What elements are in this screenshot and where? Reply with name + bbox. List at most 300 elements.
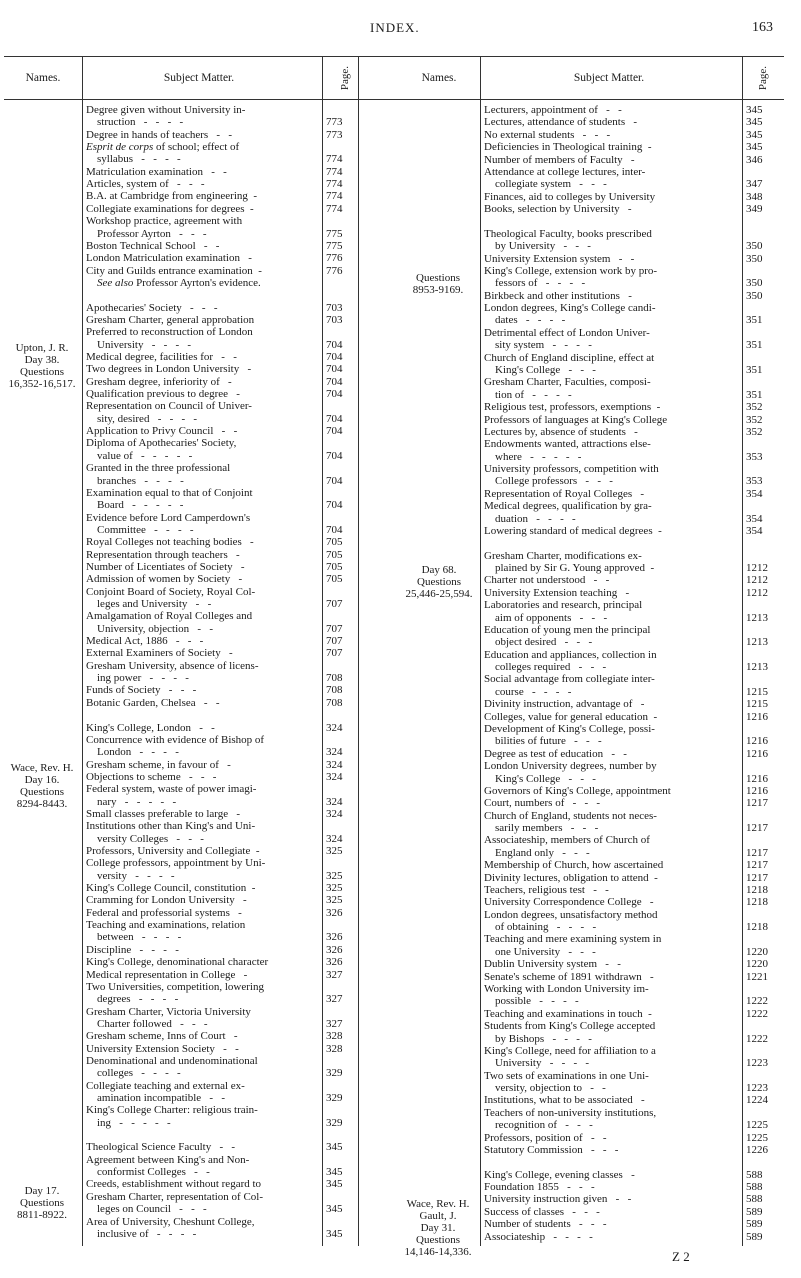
left-entry <box>86 672 189 684</box>
right-entry-page: 1225 <box>746 1119 768 1132</box>
left-entry-text: versity Colleges - - - <box>86 832 204 845</box>
left-entry <box>86 339 191 351</box>
left-entry-page: 704 <box>326 474 343 487</box>
left-entry <box>86 759 231 771</box>
left-entry <box>86 598 211 610</box>
right-entry-page: 352 <box>746 401 763 414</box>
left-entry-text: Federal and professorial systems - <box>86 906 242 919</box>
witness-right-day68: Day 68. Questions 25,446-25,594. <box>405 564 473 600</box>
right-entry-text: one University - - - <box>484 945 596 958</box>
right-entry-text: Lectures by, absence of students - <box>484 425 638 438</box>
right-entry-text: by Bishops - - - - <box>484 1032 592 1045</box>
right-entry-page: 1216 <box>746 747 768 760</box>
left-entry <box>86 326 253 338</box>
left-entry-text: Area of University, Cheshunt College, <box>86 1215 255 1228</box>
left-entry-text: Federal system, waste of power imagi- <box>86 783 257 796</box>
left-entry-page: 708 <box>326 672 343 685</box>
right-entry-text: Working with London University im- <box>484 982 649 995</box>
left-entry-text: Theological Science Faculty - - <box>86 1141 236 1154</box>
right-entry-page: 349 <box>746 203 763 216</box>
left-entry <box>86 969 247 981</box>
right-entry-text: Gresham Charter, modifications ex- <box>484 549 642 562</box>
left-entry-text: value of - - - - - <box>86 449 193 462</box>
right-entry-page: 1225 <box>746 1131 768 1144</box>
right-entry <box>484 1181 595 1193</box>
right-entry <box>484 1082 606 1094</box>
right-entry-text: University Extension teaching - <box>484 586 630 599</box>
left-entry <box>86 1067 181 1079</box>
left-entry-text: London Matriculation examination - <box>86 252 252 265</box>
left-entry-page: 707 <box>326 598 343 610</box>
left-entry <box>86 931 181 943</box>
right-entry <box>484 661 606 673</box>
left-entry-text: Botanic Garden, Chelsea - - <box>86 696 220 709</box>
right-entry-text: University instruction given - - <box>484 1193 632 1206</box>
right-entry <box>484 773 596 785</box>
left-entry <box>86 240 219 252</box>
right-entry <box>484 438 651 450</box>
right-entry-page: 351 <box>746 339 763 352</box>
right-entry <box>484 426 638 438</box>
left-entry <box>86 314 254 326</box>
left-entry-text: nary - - - - - <box>86 795 177 808</box>
right-entry <box>484 933 661 945</box>
left-entry-page: 775 <box>326 227 343 240</box>
right-entry <box>484 178 607 190</box>
left-entry-text: Conjoint Board of Society, Royal Col- <box>86 585 256 598</box>
right-entry-page: 1217 <box>746 859 768 872</box>
col-header-names-left: Names. <box>25 72 61 84</box>
right-entry <box>484 958 621 970</box>
left-entry-page: 324 <box>326 746 343 759</box>
left-entry <box>86 1043 239 1055</box>
left-entry-text: leges and University - - <box>86 598 212 610</box>
right-entry-page: 1222 <box>746 995 768 1008</box>
right-entry <box>484 1218 607 1230</box>
right-entry-text: Professors, position of - - <box>484 1131 607 1144</box>
left-entry-text: Discipline - - - - <box>86 943 179 956</box>
left-entry <box>86 363 251 375</box>
right-entry-text: Church of England, students not neces- <box>484 809 657 822</box>
right-entry-page: 348 <box>746 190 763 203</box>
left-entry-text: Granted in the three professional <box>86 462 231 475</box>
right-entry <box>484 327 650 339</box>
right-entry <box>484 265 657 277</box>
right-entry <box>484 228 652 240</box>
col-header-subject-right: Subject Matter. <box>573 72 645 84</box>
right-entry-page: 1217 <box>746 871 768 884</box>
right-entry-text: Lectures, attendance of students - <box>484 116 638 129</box>
left-entry-page: 705 <box>326 536 343 549</box>
right-entry <box>484 339 592 351</box>
right-entry-text: King's College, extension work by pro- <box>484 264 658 277</box>
left-entry <box>86 623 213 635</box>
right-entry <box>484 686 571 698</box>
right-entry-text: Detrimental effect of London Univer- <box>484 326 650 339</box>
left-entry-text: conformist Colleges - - <box>86 1166 210 1179</box>
left-entry-page: 324 <box>326 807 343 820</box>
right-entry-page: 1212 <box>746 586 768 599</box>
left-entry-page: 329 <box>326 1116 343 1129</box>
right-entry-page: 350 <box>746 277 763 290</box>
right-entry-text: Education and appliances, collection in <box>484 648 657 661</box>
left-entry <box>86 166 227 178</box>
left-entry-page: 773 <box>326 128 343 141</box>
left-entry <box>86 228 207 240</box>
right-entry-page: 345 <box>746 141 763 154</box>
left-entry-text: Application to Privy Council - - <box>86 425 238 438</box>
left-entry <box>86 1191 263 1203</box>
left-entry <box>86 647 233 659</box>
left-entry-text: leges on Council - - - <box>86 1203 207 1216</box>
right-entry <box>484 649 657 661</box>
right-entry-page: 351 <box>746 314 763 327</box>
right-entry <box>484 599 642 611</box>
left-entry <box>86 1228 196 1240</box>
left-entry <box>86 351 237 363</box>
right-entry-text: Lowering standard of medical degrees - <box>484 524 662 537</box>
left-entry-text: Articles, system of - - - <box>86 178 205 191</box>
left-entry-page: 776 <box>326 252 343 265</box>
left-entry-page: 774 <box>326 202 343 215</box>
right-entry-page: 350 <box>746 240 763 253</box>
right-entry <box>484 872 658 884</box>
left-entry-page: 325 <box>326 894 343 907</box>
right-entry <box>484 587 629 599</box>
left-entry-page: 708 <box>326 696 343 709</box>
right-entry-text: Membership of Church, how ascertained <box>484 859 664 872</box>
left-entry-page: 774 <box>326 165 343 178</box>
left-entry <box>86 1216 255 1228</box>
right-entry-text: Deficiencies in Theological training - <box>484 141 652 154</box>
left-entry-page: 345 <box>326 1166 343 1179</box>
right-entry-page: 1223 <box>746 1082 768 1095</box>
right-entry-text: Endowments wanted, attractions else- <box>484 438 651 451</box>
right-entry-text: fessors of - - - - <box>484 277 586 290</box>
left-entry-page: 345 <box>326 1141 343 1154</box>
right-entry-page: 1224 <box>746 1094 768 1107</box>
right-entry <box>484 636 592 648</box>
left-entry-page: 326 <box>326 931 343 944</box>
right-entry-text: University professors, competition with <box>484 463 659 476</box>
right-entry-page: 353 <box>746 450 763 463</box>
right-entry-text: by University - - - <box>484 240 591 253</box>
left-entry-page: 326 <box>326 906 343 919</box>
left-entry-text: ing - - - - - <box>86 1116 171 1129</box>
right-entry <box>484 995 579 1007</box>
left-entry-page: 329 <box>326 1067 343 1080</box>
header-index-title: INDEX. <box>370 20 420 35</box>
right-entry <box>484 884 609 896</box>
right-entry <box>484 1094 645 1106</box>
left-entry-text: Apothecaries' Society - - - <box>86 301 218 314</box>
left-entry <box>86 586 255 598</box>
right-entry-text: dates - - - - <box>484 314 566 327</box>
right-entry <box>484 401 660 413</box>
right-entry-page: 354 <box>746 524 763 537</box>
right-entry-page: 1215 <box>746 685 768 698</box>
right-entry-page: 1217 <box>746 797 768 810</box>
right-entry <box>484 116 637 128</box>
left-entry <box>86 1018 208 1030</box>
left-entry-page: 707 <box>326 647 343 660</box>
left-entry-page: 324 <box>326 721 343 734</box>
right-entry <box>484 1193 631 1205</box>
left-entry-text: Two Universities, competition, lowering <box>86 980 264 993</box>
left-entry-text: Cramming for London University - <box>86 894 247 907</box>
left-entry <box>86 1030 238 1042</box>
right-entry <box>484 834 650 846</box>
page-signature: Z 2 <box>672 1249 690 1264</box>
right-entry-text: Charter not understood - - <box>484 574 610 587</box>
right-entry-text: duation - - - - <box>484 512 576 525</box>
rule-names-left <box>82 56 83 1246</box>
left-entry-text: Funds of Society - - - <box>86 684 197 697</box>
right-entry <box>484 500 652 512</box>
left-entry-page: 704 <box>326 351 343 363</box>
right-entry <box>484 1045 656 1057</box>
left-entry-page: 326 <box>326 943 343 956</box>
right-entry-page: 1216 <box>746 772 768 785</box>
right-entry <box>484 203 632 215</box>
right-entry-text: Professors of languages at King's College <box>484 413 668 426</box>
left-entry-text: External Examiners of Society - <box>86 647 233 660</box>
right-entry-page: 589 <box>746 1205 763 1218</box>
right-entry-page: 1223 <box>746 1057 768 1070</box>
left-entry <box>86 857 265 869</box>
left-entry <box>86 512 250 524</box>
left-entry-text: Institutions other than King's and Uni- <box>86 820 256 833</box>
right-entry-text: Associateship - - - - <box>484 1230 593 1243</box>
right-entry <box>484 104 622 116</box>
right-entry-text: Success of classes - - - <box>484 1205 600 1218</box>
left-entry-text: Creeds, establishment without regard to <box>86 1178 262 1191</box>
left-entry-text: Amalgamation of Royal Colleges and <box>86 610 253 623</box>
right-entry <box>484 314 565 326</box>
right-entry <box>484 352 654 364</box>
right-entry-page: 1213 <box>746 636 768 649</box>
right-entry <box>484 1132 607 1144</box>
left-entry-page: 703 <box>326 301 343 314</box>
left-entry <box>86 944 179 956</box>
right-entry-page: 347 <box>746 178 763 191</box>
left-entry-page: 775 <box>326 239 343 252</box>
right-entry <box>484 822 598 834</box>
left-entry-text: colleges - - - - <box>86 1067 181 1080</box>
left-entry-page: 705 <box>326 548 343 561</box>
right-entry-text: Number of members of Faculty - <box>484 153 635 166</box>
right-entry-text: Teaching and mere examining system in <box>484 933 662 946</box>
right-entry-text: No external students - - - <box>484 128 611 141</box>
right-entry-text: College professors - - - <box>484 475 613 488</box>
right-entry-text: Teachers, religious test - - <box>484 883 609 896</box>
left-entry-page: 776 <box>326 264 343 277</box>
left-entry-text: London - - - - <box>86 746 179 759</box>
left-entry <box>86 1104 258 1116</box>
col-header-subject-left: Subject Matter. <box>163 72 235 84</box>
right-entry-page: 1220 <box>746 958 768 971</box>
left-entry-text: ing power - - - - <box>86 672 189 685</box>
right-entry <box>484 1107 656 1119</box>
right-entry <box>484 711 657 723</box>
right-entry <box>484 154 635 166</box>
left-entry-text: Medical Act, 1886 - - - <box>86 635 204 648</box>
left-entry <box>86 919 245 931</box>
right-entry <box>484 735 602 747</box>
right-entry-page: 345 <box>746 128 763 141</box>
left-entry-text: branches - - - - <box>86 474 184 487</box>
left-entry-text: sity, desired - - - - <box>86 412 198 425</box>
left-entry <box>86 660 258 672</box>
right-entry-page: 1216 <box>746 710 768 723</box>
left-entry-text: Professors, University and Collegiate - <box>86 845 260 857</box>
right-entry-page: 1216 <box>746 784 768 797</box>
left-entry-text: struction - - - - <box>86 116 184 129</box>
left-entry-page: 327 <box>326 1017 343 1030</box>
left-entry <box>86 722 215 734</box>
right-entry-page: 1218 <box>746 921 768 934</box>
left-entry-text: Small classes preferable to large - <box>86 807 241 820</box>
left-entry <box>86 252 252 264</box>
left-entry-page: 704 <box>326 499 343 512</box>
right-entry-text: Representation of Royal Colleges - <box>484 487 645 500</box>
right-entry-text: sarily members - - - <box>484 822 599 835</box>
left-entry <box>86 499 183 511</box>
right-entry-page: 1221 <box>746 970 768 983</box>
left-entry <box>86 1092 225 1104</box>
right-entry <box>484 513 576 525</box>
col-header-names-right: Names. <box>421 72 457 84</box>
left-entry-text: University Extension Society - - <box>86 1042 239 1055</box>
rule-end-left <box>358 56 359 1246</box>
right-entry-text: Books, selection by University - <box>484 203 632 216</box>
left-entry-text: Examination equal to that of Conjoint <box>86 486 253 499</box>
left-entry-page: 707 <box>326 622 343 635</box>
left-entry-text: University, objection - - <box>86 622 213 635</box>
right-entry <box>484 463 659 475</box>
left-entry <box>86 104 245 116</box>
left-entry <box>86 302 218 314</box>
right-entry-text: Degree as test of education - - <box>484 747 627 760</box>
left-entry-text: syllabus - - - - <box>86 153 181 166</box>
right-entry <box>484 253 634 265</box>
left-entry-text: Gresham Charter, Victoria University <box>86 1005 251 1018</box>
right-entry <box>484 364 596 376</box>
left-entry-page: 774 <box>326 178 343 191</box>
right-entry-page: 352 <box>746 425 763 438</box>
left-entry <box>86 635 203 647</box>
left-entry-text: Matriculation examination - - <box>86 165 227 178</box>
right-entry-page: 588 <box>746 1193 763 1206</box>
right-entry-text: where - - - - - <box>484 450 582 463</box>
rule-names-right <box>480 56 481 1246</box>
left-entry <box>86 907 242 919</box>
left-entry <box>86 796 176 808</box>
left-entry-text: Medical representation in College - <box>86 968 248 981</box>
left-entry <box>86 536 254 548</box>
right-entry-text: Birkbeck and other institutions - <box>484 289 632 302</box>
right-entry-text: Governors of King's College, appointment <box>484 784 671 797</box>
left-entry <box>86 1117 171 1129</box>
col-header-page-left: Page. <box>338 65 351 91</box>
left-entry <box>86 1203 207 1215</box>
witness-upton: Upton, J. R. Day 38. Questions 16,352-16,517. <box>8 342 76 390</box>
right-entry-page: 351 <box>746 388 763 401</box>
left-entry <box>86 437 236 449</box>
left-entry <box>86 215 242 227</box>
right-entry <box>484 785 671 797</box>
right-entry-text: King's College - - - <box>484 772 596 785</box>
right-entry <box>484 983 649 995</box>
left-entry <box>86 956 268 968</box>
left-entry-text: Degree in hands of teachers - - <box>86 128 232 141</box>
left-entry <box>86 376 232 388</box>
left-entry <box>86 190 257 202</box>
left-entry-text: Professor Ayrton - - - <box>86 227 207 240</box>
left-entry-text: Gresham Charter, representation of Col- <box>86 1190 264 1203</box>
right-entry-text: Development of King's College, possi- <box>484 723 655 735</box>
left-entry <box>86 475 184 487</box>
witness-wace-day16: Wace, Rev. H. Day 16. Questions 8294-8443. <box>10 762 74 810</box>
left-entry-text: Qualification previous to degree - <box>86 388 240 401</box>
left-entry-page: 324 <box>326 832 343 845</box>
left-entry <box>86 697 219 709</box>
left-entry-page: 345 <box>326 1227 343 1240</box>
left-entry <box>86 549 240 561</box>
right-entry-text: Two sets of examinations in one Uni- <box>484 1069 649 1082</box>
right-entry-text: Court, numbers of - - - <box>484 797 601 810</box>
right-entry-page: 354 <box>746 487 763 500</box>
right-entry-text: Institutions, what to be associated - <box>484 1094 645 1107</box>
right-entry-page: 351 <box>746 363 763 376</box>
right-entry-page: 1218 <box>746 896 768 909</box>
left-entry-text: Gresham scheme, Inns of Court - <box>86 1030 238 1043</box>
left-entry <box>86 820 255 832</box>
left-entry <box>86 882 255 894</box>
right-entry-text: bilities of future - - - <box>484 735 602 748</box>
left-entry-page: 326 <box>326 956 343 969</box>
right-entry-page: 589 <box>746 1218 763 1231</box>
right-entry-page: 1213 <box>746 611 768 624</box>
left-entry-page: 704 <box>326 425 343 438</box>
right-entry-page: 346 <box>746 153 763 166</box>
left-entry-page: 704 <box>326 338 343 351</box>
left-entry-page: 704 <box>326 363 343 376</box>
right-entry-text: collegiate system - - - <box>484 178 607 191</box>
right-entry-text: Theological Faculty, books prescribed <box>484 227 652 240</box>
left-entry-text: Charter followed - - - <box>86 1017 208 1030</box>
right-entry <box>484 376 651 388</box>
right-entry-text: aim of opponents - - - <box>484 611 608 624</box>
right-entry-page: 1212 <box>746 562 768 575</box>
right-entry-text: Gresham Charter, Faculties, composi- <box>484 376 651 389</box>
left-entry-text: degrees - - - - <box>86 993 179 1006</box>
right-entry <box>484 1020 655 1032</box>
left-entry-page: 325 <box>326 869 343 882</box>
right-entry-page: 1217 <box>746 822 768 835</box>
right-entry-text: King's College - - - <box>484 363 596 376</box>
right-entry-page: 1222 <box>746 1032 768 1045</box>
left-entry-page: 327 <box>326 968 343 981</box>
right-entry <box>484 389 572 401</box>
right-entry-page: 350 <box>746 252 763 265</box>
right-entry-page: 1213 <box>746 661 768 674</box>
right-entry-text: Medical degrees, qualification by gra- <box>484 500 652 513</box>
right-entry <box>484 574 609 586</box>
right-entry-text: Statutory Commission - - - <box>484 1143 619 1156</box>
witness-day17: Day 17. Questions 8811-8922. <box>16 1185 67 1221</box>
left-entry <box>86 1055 258 1067</box>
